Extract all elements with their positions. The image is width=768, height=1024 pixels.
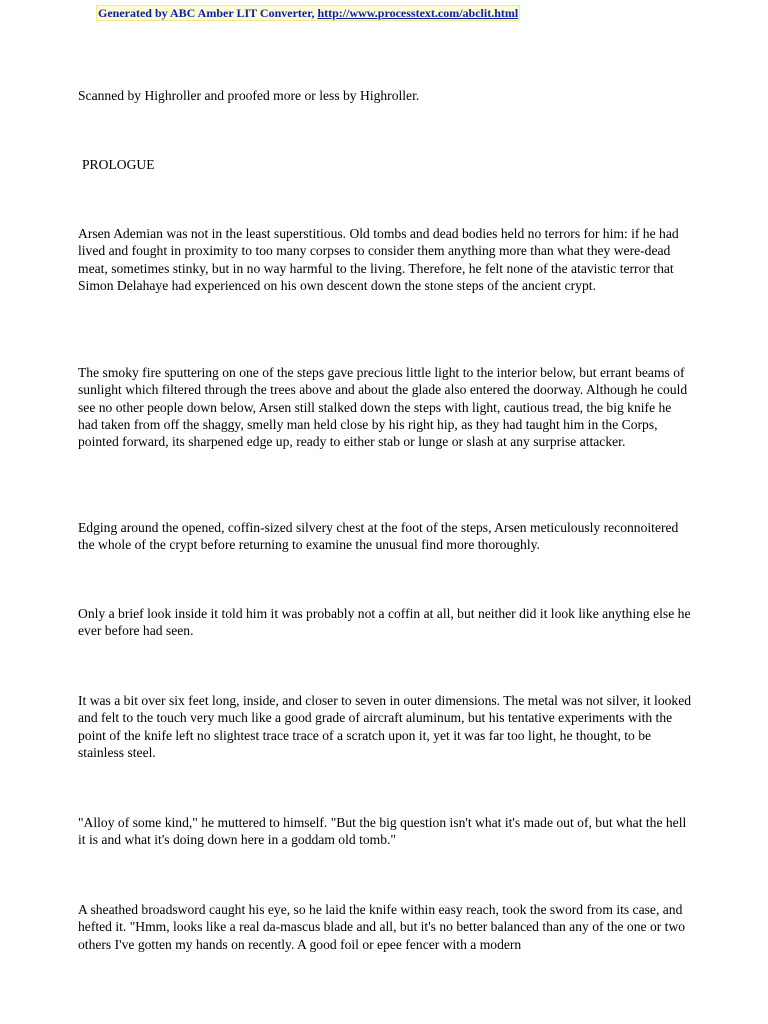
paragraph: Only a brief look inside it told him it was probably not a coffin at all, but neither did it look like anything else he ever before had seen. xyxy=(78,606,691,639)
banner-highlight xyxy=(96,5,520,21)
generated-by-banner xyxy=(96,6,520,21)
paragraph: "Alloy of some kind," he muttered to himself. "But the big question isn't what it's made out of, but what the hell it is and what it's doing down here in a goddam old tomb." xyxy=(78,815,687,848)
paragraph: A sheathed broadsword caught his eye, so he laid the knife within easy reach, took the sword from its case, and hefted it. "Hmm, looks like a real da-mascus blade and all, but it's no better balanced than any of the one or two others I've gotten my hands on recently. A good foil or epee fencer with a modern xyxy=(78,902,686,952)
generated-by-text: Generated by ABC Amber LIT Converter, xyxy=(98,6,318,20)
converter-link[interactable]: http://www.processtext.com/abclit.html xyxy=(317,6,519,20)
paragraph: Edging around the opened, coffin-sized silvery chest at the foot of the steps, Arsen meticulously reconnoitered the whole of the crypt before returning to examine the unusual find more thoroughly. xyxy=(78,520,679,553)
scan-note: Scanned by Highroller and proofed more or less by Highroller. xyxy=(78,88,420,103)
paragraph: Arsen Ademian was not in the least superstitious. Old tombs and dead bodies held no terrors for him: if he had lived and fought in proximity to too many corpses to consider them anything more than what they were-dead meat, sometimes stinky, but in no way harmful to the living. Therefore, he felt none of the atavistic terror that Simon Delahaye had experienced on his own descent down the stone steps of the ancient crypt. xyxy=(78,226,679,293)
paragraph: It was a bit over six feet long, inside, and closer to seven in outer dimensions. The metal was not silver, it looked and felt to the touch very much like a good grade of aircraft aluminum, but his tentative experiments with the point of the knife left no slightest trace trace of a scratch upon it, yet it was far too light, he thought, to be stainless steel. xyxy=(78,693,692,760)
paragraph: The smoky fire sputtering on one of the steps gave precious little light to the interior below, but errant beams of sunlight which filtered through the trees above and about the glade also entered the doorway. Although he could see no other people down below, Arsen still stalked down the steps with light, cautious tread, the big knife he had taken from off the shaggy, smelly man held close by his right hip, as they had taught him in the Corps, pointed forward, its sharpened edge up, ready to either stab or lunge or slash at any surprise attacker. xyxy=(78,365,688,450)
chapter-title: PROLOGUE xyxy=(82,157,155,172)
